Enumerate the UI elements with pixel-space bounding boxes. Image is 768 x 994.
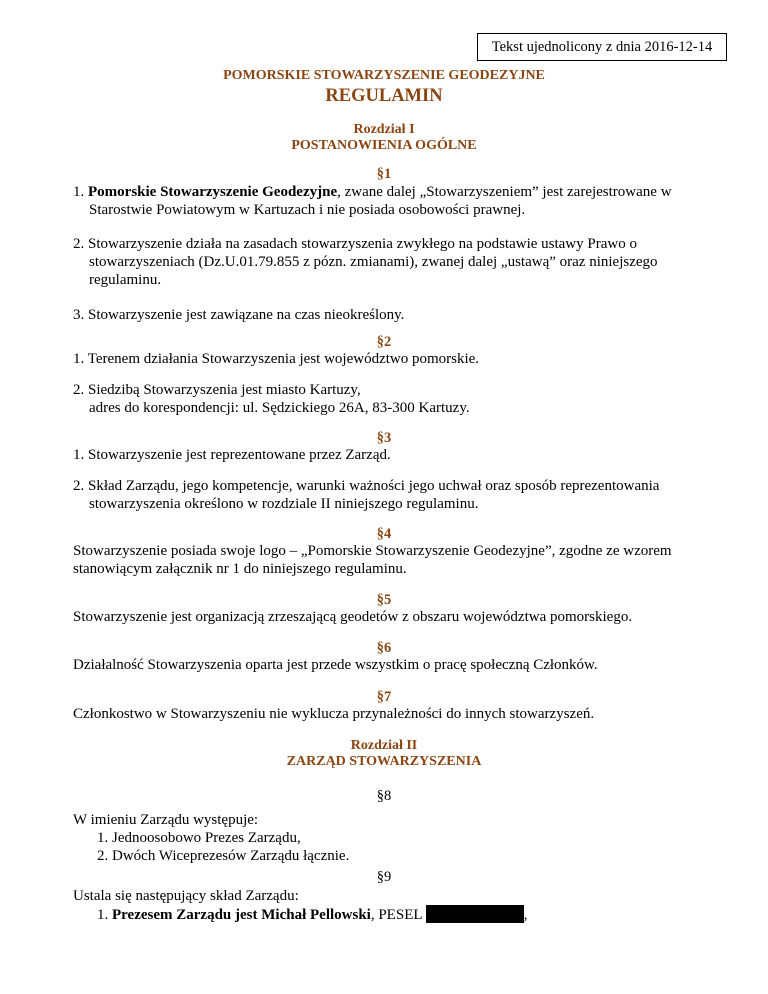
list-item: 2. Dwóch Wiceprezesów Zarządu łącznie. (97, 848, 350, 864)
section-2-para-1: 1. Terenem działania Stowarzyszenia jest województwo pomorskie. (73, 351, 480, 367)
section-4-para: Stowarzyszenie posiada swoje logo – „Pomorskie Stowarzyszenie Geodezyjne”, zgodne ze wzorem stanowiącym załącznik nr 1 do niniejszego regulaminu. (73, 543, 672, 577)
section-9-list (73, 905, 713, 924)
section-5-heading: §5 (376, 592, 392, 608)
org-name: POMORSKIE STOWARZYSZENIE GEODEZYJNE (223, 68, 545, 83)
section-7-para: Członkostwo w Stowarzyszeniu nie wyklucza przynależności do innych stowarzyszeń. (73, 706, 595, 722)
chapter-2-title: ZARZĄD STOWARZYSZENIA (286, 754, 482, 769)
section-9-heading: §9 (376, 869, 392, 885)
list-item: 1. Prezesem Zarządu jest Michał Pellowski, PESEL , (97, 907, 528, 923)
section-6-para: Działalność Stowarzyszenia oparta jest przede wszystkim o pracę społeczną Członków. (73, 657, 598, 673)
section-3-para-2: 2. Skład Zarządu, jego kompetencje, warunki ważności jego uchwał oraz sposób reprezentowania stowarzyszenia określono w rozdziale II niniejszego regulaminu. (73, 478, 660, 512)
document-title: REGULAMIN (325, 86, 443, 106)
section-1-heading: §1 (376, 166, 392, 182)
section-1-para-3: 3. Stowarzyszenie jest zawiązane na czas nieokreślony. (73, 307, 405, 323)
section-2-para-2: 2. Siedzibą Stowarzyszenia jest miasto Kartuzy, adres do korespondencji: ul. Sędzickiego 26A, 83-300 Kartuzy. (73, 382, 470, 416)
section-5-para: Stowarzyszenie jest organizacją zrzeszającą geodetów z obszaru województwa pomorskiego. (73, 609, 633, 625)
section-1-para-2: 2. Stowarzyszenie działa na zasadach stowarzyszenia zwykłego na podstawie ustawy Prawo o stowarzyszeniach (Dz.U.01.79.855 z pózn. zmianami), zwanej dalej „ustawą” oraz niniejszego regulaminu. (73, 236, 658, 288)
section-8-heading: §8 (376, 788, 392, 804)
section-2-heading: §2 (376, 334, 392, 350)
chapter-1-title: POSTANOWIENIA OGÓLNE (291, 138, 477, 153)
section-7-heading: §7 (376, 689, 392, 705)
section-4-heading: §4 (376, 526, 392, 542)
section-6-heading: §6 (376, 640, 392, 656)
section-3-heading: §3 (376, 430, 392, 446)
section-1-para-1: 1. Pomorskie Stowarzyszenie Geodezyjne, zwane dalej „Stowarzyszeniem” jest zarejestrowane w Starostwie Powiatowym w Kartuzach i nie posiada osobowości prawnej. (73, 184, 672, 218)
chapter-2-label: Rozdział II (350, 738, 418, 753)
chapter-1-label: Rozdział I (353, 122, 415, 137)
section-8-intro: W imieniu Zarządu występuje: (73, 812, 259, 828)
list-item: 1. Jednoosobowo Prezes Zarządu, (97, 830, 301, 846)
redaction-bar (426, 905, 524, 923)
section-9-intro: Ustala się następujący skład Zarządu: (73, 888, 299, 904)
section-8-list (73, 829, 713, 865)
version-box (477, 33, 727, 61)
version-text: Tekst ujednolicony z dnia 2016-12-14 (491, 38, 713, 55)
section-3-para-1: 1. Stowarzyszenie jest reprezentowane przez Zarząd. (73, 447, 391, 463)
